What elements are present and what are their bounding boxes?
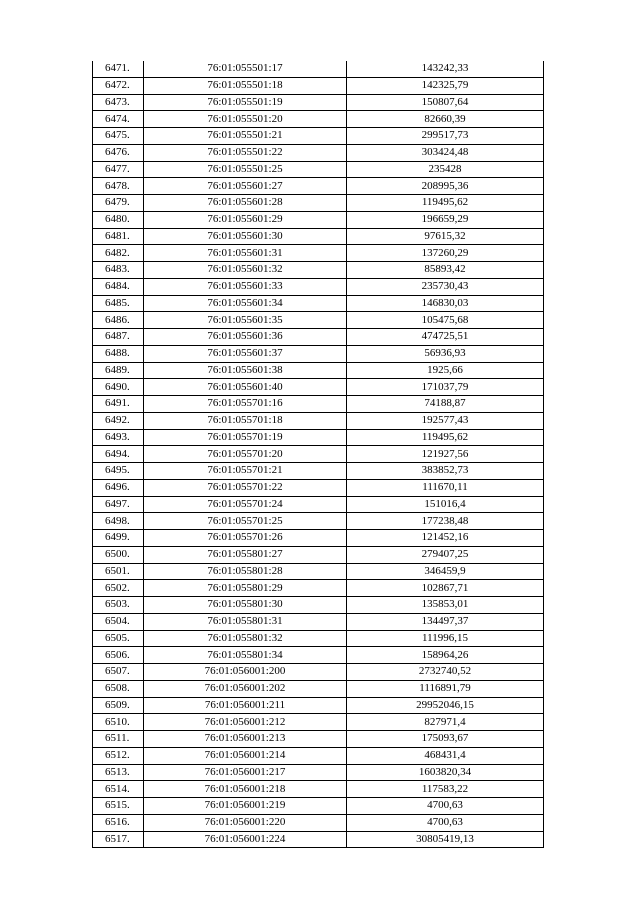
cadastral-value-cell: 85893,42 — [347, 262, 544, 279]
table-row — [93, 161, 544, 178]
cadastral-value-cell: 146830,03 — [347, 295, 544, 312]
row-number-cell: 6485. — [93, 295, 144, 312]
row-number-cell: 6471. — [93, 61, 144, 77]
row-number-cell: 6506. — [93, 647, 144, 664]
cadastral-value-cell: 111670,11 — [347, 479, 544, 496]
row-number-cell: 6499. — [93, 530, 144, 547]
cadastral-value-cell: 143242,33 — [347, 61, 544, 77]
row-number-cell: 6510. — [93, 714, 144, 731]
cadastral-value-cell: 279407,25 — [347, 546, 544, 563]
row-number-cell: 6481. — [93, 228, 144, 245]
cadastral-number-cell: 76:01:055601:29 — [144, 211, 347, 228]
cadastral-number-cell: 76:01:055501:18 — [144, 77, 347, 94]
cadastral-value-cell: 119495,62 — [347, 429, 544, 446]
table-row — [93, 295, 544, 312]
row-number-cell: 6491. — [93, 396, 144, 413]
cadastral-value-cell: 30805419,13 — [347, 831, 544, 848]
row-number-cell: 6490. — [93, 379, 144, 396]
cadastral-value-cell: 119495,62 — [347, 195, 544, 212]
cadastral-value-cell: 121927,56 — [347, 446, 544, 463]
cadastral-number-cell: 76:01:055601:32 — [144, 262, 347, 279]
table-row — [93, 747, 544, 764]
cadastral-value-cell: 827971,4 — [347, 714, 544, 731]
cadastral-value-cell: 1603820,34 — [347, 764, 544, 781]
row-number-cell: 6472. — [93, 77, 144, 94]
cadastral-number-cell: 76:01:055601:30 — [144, 228, 347, 245]
row-number-cell: 6514. — [93, 781, 144, 798]
row-number-cell: 6493. — [93, 429, 144, 446]
cadastral-value-cell: 134497,37 — [347, 613, 544, 630]
row-number-cell: 6486. — [93, 312, 144, 329]
cadastral-value-cell: 111996,15 — [347, 630, 544, 647]
cadastral-value-cell: 235730,43 — [347, 278, 544, 295]
row-number-cell: 6502. — [93, 580, 144, 597]
table-row — [93, 345, 544, 362]
cadastral-number-cell: 76:01:055601:37 — [144, 345, 347, 362]
table-row — [93, 262, 544, 279]
cadastral-value-cell: 74188,87 — [347, 396, 544, 413]
table-row — [93, 731, 544, 748]
row-number-cell: 6480. — [93, 211, 144, 228]
cadastral-number-cell: 76:01:055501:25 — [144, 161, 347, 178]
row-number-cell: 6482. — [93, 245, 144, 262]
cadastral-number-cell: 76:01:055701:24 — [144, 496, 347, 513]
cadastral-number-cell: 76:01:056001:224 — [144, 831, 347, 848]
cadastral-value-cell: 97615,32 — [347, 228, 544, 245]
row-number-cell: 6478. — [93, 178, 144, 195]
table-row — [93, 613, 544, 630]
cadastral-value-cell: 56936,93 — [347, 345, 544, 362]
row-number-cell: 6484. — [93, 278, 144, 295]
table-body — [93, 61, 544, 848]
table-row — [93, 580, 544, 597]
cadastral-number-cell: 76:01:056001:200 — [144, 664, 347, 681]
row-number-cell: 6497. — [93, 496, 144, 513]
table-row — [93, 831, 544, 848]
cadastral-value-cell: 105475,68 — [347, 312, 544, 329]
cadastral-value-cell: 142325,79 — [347, 77, 544, 94]
table-row — [93, 546, 544, 563]
row-number-cell: 6479. — [93, 195, 144, 212]
cadastral-number-cell: 76:01:055601:40 — [144, 379, 347, 396]
table-row — [93, 479, 544, 496]
row-number-cell: 6511. — [93, 731, 144, 748]
row-number-cell: 6501. — [93, 563, 144, 580]
cadastral-value-cell: 175093,67 — [347, 731, 544, 748]
cadastral-value-cell: 4700,63 — [347, 814, 544, 831]
table-row — [93, 714, 544, 731]
cadastral-value-cell: 171037,79 — [347, 379, 544, 396]
cadastral-number-cell: 76:01:055701:16 — [144, 396, 347, 413]
table-row — [93, 362, 544, 379]
cadastral-number-cell: 76:01:055801:29 — [144, 580, 347, 597]
cadastral-value-cell: 468431,4 — [347, 747, 544, 764]
cadastral-number-cell: 76:01:056001:219 — [144, 798, 347, 815]
cadastral-number-cell: 76:01:055701:18 — [144, 412, 347, 429]
cadastral-value-cell: 346459,9 — [347, 563, 544, 580]
cadastral-value-cell: 192577,43 — [347, 412, 544, 429]
table-row — [93, 396, 544, 413]
row-number-cell: 6500. — [93, 546, 144, 563]
row-number-cell: 6487. — [93, 329, 144, 346]
table-row — [93, 530, 544, 547]
cadastral-value-cell: 158964,26 — [347, 647, 544, 664]
row-number-cell: 6498. — [93, 513, 144, 530]
table-row — [93, 61, 544, 77]
table-row — [93, 798, 544, 815]
row-number-cell: 6483. — [93, 262, 144, 279]
cadastral-value-cell: 208995,36 — [347, 178, 544, 195]
row-number-cell: 6476. — [93, 144, 144, 161]
table-row — [93, 446, 544, 463]
cadastral-value-cell: 102867,71 — [347, 580, 544, 597]
table-row — [93, 814, 544, 831]
table-row — [93, 429, 544, 446]
cadastral-number-cell: 76:01:055801:27 — [144, 546, 347, 563]
table-row — [93, 781, 544, 798]
cadastral-number-cell: 76:01:055601:35 — [144, 312, 347, 329]
row-number-cell: 6515. — [93, 798, 144, 815]
table-row — [93, 111, 544, 128]
row-number-cell: 6492. — [93, 412, 144, 429]
cadastral-value-cell: 383852,73 — [347, 463, 544, 480]
cadastral-number-cell: 76:01:055501:21 — [144, 128, 347, 145]
table-row — [93, 764, 544, 781]
cadastral-number-cell: 76:01:055501:20 — [144, 111, 347, 128]
cadastral-value-cell: 177238,48 — [347, 513, 544, 530]
cadastral-value-cell: 1925,66 — [347, 362, 544, 379]
row-number-cell: 6488. — [93, 345, 144, 362]
row-number-cell: 6505. — [93, 630, 144, 647]
row-number-cell: 6512. — [93, 747, 144, 764]
cadastral-number-cell: 76:01:055701:22 — [144, 479, 347, 496]
cadastral-value-cell: 117583,22 — [347, 781, 544, 798]
table-row — [93, 94, 544, 111]
table-row — [93, 245, 544, 262]
row-number-cell: 6495. — [93, 463, 144, 480]
table-row — [93, 329, 544, 346]
table-row — [93, 77, 544, 94]
row-number-cell: 6494. — [93, 446, 144, 463]
cadastral-number-cell: 76:01:055601:27 — [144, 178, 347, 195]
table-row — [93, 664, 544, 681]
row-number-cell: 6473. — [93, 94, 144, 111]
cadastral-number-cell: 76:01:055701:26 — [144, 530, 347, 547]
cadastral-number-cell: 76:01:056001:220 — [144, 814, 347, 831]
cadastral-value-cell: 151016,4 — [347, 496, 544, 513]
cadastral-number-cell: 76:01:055701:19 — [144, 429, 347, 446]
cadastral-number-cell: 76:01:055501:17 — [144, 61, 347, 77]
cadastral-number-cell: 76:01:055701:21 — [144, 463, 347, 480]
table-row — [93, 228, 544, 245]
cadastral-number-cell: 76:01:056001:214 — [144, 747, 347, 764]
table-row — [93, 697, 544, 714]
cadastral-number-cell: 76:01:056001:212 — [144, 714, 347, 731]
row-number-cell: 6474. — [93, 111, 144, 128]
cadastral-number-cell: 76:01:055801:30 — [144, 597, 347, 614]
cadastral-value-table — [92, 61, 544, 848]
table-row — [93, 211, 544, 228]
row-number-cell: 6503. — [93, 597, 144, 614]
cadastral-number-cell: 76:01:056001:213 — [144, 731, 347, 748]
cadastral-number-cell: 76:01:055701:20 — [144, 446, 347, 463]
table-row — [93, 312, 544, 329]
cadastral-number-cell: 76:01:055501:19 — [144, 94, 347, 111]
cadastral-value-cell: 29952046,15 — [347, 697, 544, 714]
table-row — [93, 128, 544, 145]
table-row — [93, 178, 544, 195]
cadastral-value-cell: 135853,01 — [347, 597, 544, 614]
cadastral-number-cell: 76:01:055601:33 — [144, 278, 347, 295]
table-row — [93, 597, 544, 614]
cadastral-value-cell: 235428 — [347, 161, 544, 178]
row-number-cell: 6477. — [93, 161, 144, 178]
row-number-cell: 6513. — [93, 764, 144, 781]
row-number-cell: 6475. — [93, 128, 144, 145]
cadastral-value-cell: 474725,51 — [347, 329, 544, 346]
cadastral-number-cell: 76:01:056001:218 — [144, 781, 347, 798]
cadastral-number-cell: 76:01:055601:31 — [144, 245, 347, 262]
row-number-cell: 6504. — [93, 613, 144, 630]
cadastral-value-cell: 1116891,79 — [347, 680, 544, 697]
cadastral-number-cell: 76:01:055601:38 — [144, 362, 347, 379]
row-number-cell: 6496. — [93, 479, 144, 496]
cadastral-number-cell: 76:01:055501:22 — [144, 144, 347, 161]
table-row — [93, 630, 544, 647]
cadastral-value-cell: 2732740,52 — [347, 664, 544, 681]
table-row — [93, 379, 544, 396]
table-row — [93, 680, 544, 697]
table-row — [93, 144, 544, 161]
row-number-cell: 6508. — [93, 680, 144, 697]
cadastral-value-cell: 4700,63 — [347, 798, 544, 815]
table-row — [93, 412, 544, 429]
cadastral-number-cell: 76:01:055601:28 — [144, 195, 347, 212]
row-number-cell: 6507. — [93, 664, 144, 681]
cadastral-value-cell: 82660,39 — [347, 111, 544, 128]
table-row — [93, 278, 544, 295]
cadastral-number-cell: 76:01:055801:31 — [144, 613, 347, 630]
cadastral-number-cell: 76:01:056001:202 — [144, 680, 347, 697]
cadastral-number-cell: 76:01:055701:25 — [144, 513, 347, 530]
cadastral-value-cell: 303424,48 — [347, 144, 544, 161]
cadastral-number-cell: 76:01:055801:28 — [144, 563, 347, 580]
cadastral-value-cell: 196659,29 — [347, 211, 544, 228]
row-number-cell: 6516. — [93, 814, 144, 831]
table-row — [93, 463, 544, 480]
table-row — [93, 563, 544, 580]
row-number-cell: 6517. — [93, 831, 144, 848]
cadastral-number-cell: 76:01:056001:217 — [144, 764, 347, 781]
table-row — [93, 496, 544, 513]
cadastral-value-cell: 150807,64 — [347, 94, 544, 111]
cadastral-number-cell: 76:01:055801:32 — [144, 630, 347, 647]
table-row — [93, 513, 544, 530]
table-row — [93, 195, 544, 212]
row-number-cell: 6489. — [93, 362, 144, 379]
cadastral-value-cell: 137260,29 — [347, 245, 544, 262]
cadastral-value-cell: 299517,73 — [347, 128, 544, 145]
cadastral-number-cell: 76:01:055601:34 — [144, 295, 347, 312]
row-number-cell: 6509. — [93, 697, 144, 714]
cadastral-number-cell: 76:01:056001:211 — [144, 697, 347, 714]
cadastral-number-cell: 76:01:055601:36 — [144, 329, 347, 346]
cadastral-value-cell: 121452,16 — [347, 530, 544, 547]
table-row — [93, 647, 544, 664]
cadastral-number-cell: 76:01:055801:34 — [144, 647, 347, 664]
